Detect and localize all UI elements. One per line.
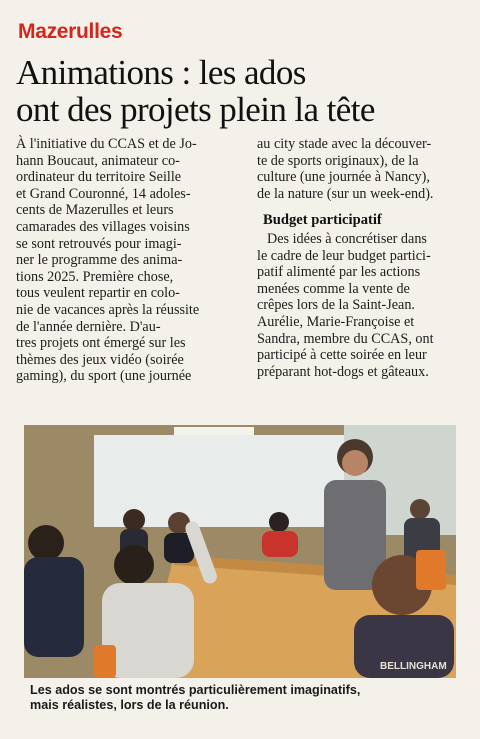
body-line: de l'année dernière. D'au- [16,318,161,335]
body-line: te de sports originaux), de la [257,152,419,169]
photo-sweatshirt-text: BELLINGHAM [380,661,447,672]
body-line: de la nature (sur un week-end). [257,185,434,202]
body-line: au city stade avec la découver- [257,136,432,152]
body-line: préparant hot-dogs et gâteaux. [257,363,429,380]
caption-line-2: mais réalistes, lors de la réunion. [30,698,229,712]
body-line: participé à cette soirée en leur [257,347,427,364]
article-column-right [257,136,467,380]
body-line: Des idées à concrétiser dans [267,230,427,247]
body-line: Sandra, membre du CCAS, ont [257,330,434,347]
section-subhead: Budget participatif [263,212,382,229]
body-line: patif alimenté par les actions [257,264,421,281]
caption-line-1: Les ados se sont montrés particulièrement imaginatifs, [30,683,361,697]
photo-caption [30,683,450,713]
body-line: tions 2025. Première chose, [16,268,174,285]
body-line: Aurélie, Marie-Françoise et [257,313,415,330]
photo-chair [94,645,116,678]
article-photo [24,425,456,678]
article-headline [16,54,466,128]
body-line: ner le programme des anima- [16,252,183,269]
body-line: thèmes des jeux vidéo (soirée [16,351,184,368]
body-line: hann Boucaut, animateur co- [16,152,180,169]
body-line: gaming), du sport (une journée [16,368,192,385]
body-line: crêpes lors de la Saint-Jean. [257,297,415,314]
body-line: tous veulent repartir en colo- [16,285,180,302]
body-line: le cadre de leur budget partici- [257,247,431,264]
photo-chair [416,550,446,590]
body-line: culture (une journée à Nancy), [257,169,430,186]
photo-ceiling-light [174,427,254,435]
headline-line-1: Animations : les ados [16,53,306,92]
body-line: ordinateur du territoire Seille [16,169,182,186]
body-line: menées comme la vente de [257,280,410,297]
body-line: cents de Mazerulles et leurs [16,202,174,219]
section-kicker: Mazerulles [18,20,123,43]
body-line: se sont retrouvés pour imagi- [16,235,182,252]
body-line: camarades des villages voisins [16,218,190,235]
body-line: À l'initiative du CCAS et de Jo- [16,136,197,152]
headline-line-2: ont des projets plein la tête [16,90,375,129]
body-line: tres projets ont émergé sur les [16,335,186,352]
article-column-left [16,136,248,385]
body-line: et Grand Couronné, 14 adoles- [16,185,191,202]
body-line: nie de vacances après la réussite [16,301,200,318]
